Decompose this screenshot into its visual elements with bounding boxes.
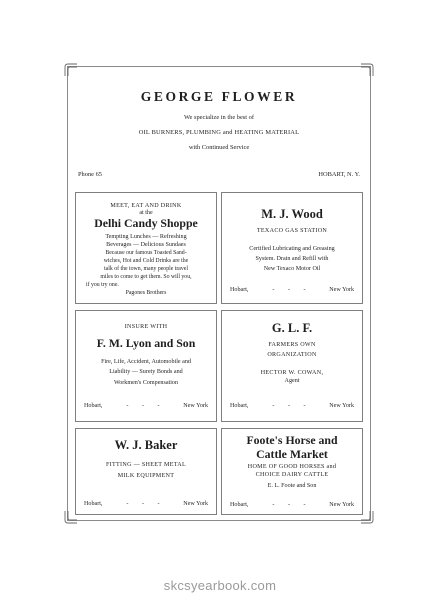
separator: - - - bbox=[272, 502, 312, 508]
ad-text: with Continued Service bbox=[188, 144, 250, 151]
ad-text: if you try one. bbox=[86, 281, 119, 288]
ad-text: Liability — Surety Bonds and bbox=[109, 369, 183, 376]
ad-text: System. Drain and Refill with bbox=[255, 255, 329, 262]
separator: - - - bbox=[126, 501, 166, 507]
ad-text: FITTING — SHEET METAL bbox=[105, 462, 186, 469]
separator: - - - bbox=[272, 403, 312, 409]
ad-text: CHOICE DAIRY CATTLE bbox=[255, 472, 329, 479]
state: New York bbox=[183, 403, 208, 409]
ad-signature: Pagones Brothers bbox=[125, 289, 167, 296]
town: Hobart, bbox=[84, 403, 103, 409]
ad-text: ORGANIZATION bbox=[267, 352, 317, 359]
ad-text: Certified Lubricating and Greasing bbox=[249, 245, 335, 252]
state: New York bbox=[329, 287, 354, 293]
business-name: Cattle Market bbox=[256, 446, 328, 461]
ad-text: TEXACO GAS STATION bbox=[256, 228, 328, 235]
town: Hobart, bbox=[230, 287, 249, 293]
business-name: M. J. Wood bbox=[261, 207, 323, 221]
ad-text: Workmen's Compensation bbox=[113, 379, 179, 386]
watermark: skcsyearbook.com bbox=[163, 578, 277, 593]
footes-horse-cattle-market-ad bbox=[221, 428, 363, 515]
town: Hobart, bbox=[230, 403, 249, 409]
mj-wood-ad bbox=[221, 192, 363, 304]
town: Hobart, bbox=[230, 502, 249, 508]
ad-text: miles to come to get them. So will you, bbox=[100, 273, 192, 280]
business-name: Delhi Candy Shoppe bbox=[94, 216, 198, 231]
ad-text: Fire, Life, Accident, Automobile and bbox=[101, 358, 191, 365]
ad-text: FARMERS OWN bbox=[268, 342, 316, 349]
ad-text: MILK EQUIPMENT bbox=[117, 472, 175, 479]
business-name: G. L. F. bbox=[271, 321, 313, 335]
owner-name: E. L. Foote and Son bbox=[267, 482, 317, 489]
corner-ornament-icon bbox=[360, 63, 374, 77]
town: Hobart, bbox=[84, 501, 103, 507]
glf-ad bbox=[221, 310, 363, 422]
ad-text: wiches, Hot and Cold Drinks are the bbox=[103, 258, 189, 265]
corner-ornament-icon bbox=[64, 63, 78, 77]
business-name: W. J. Baker bbox=[114, 438, 178, 452]
ad-title: GEORGE FLOWER bbox=[140, 89, 298, 104]
location: HOBART, N. Y. bbox=[318, 171, 360, 178]
delhi-candy-shoppe-ad bbox=[75, 192, 217, 304]
separator: - - - bbox=[272, 287, 312, 293]
ad-text: HOME OF GOOD HORSES and bbox=[247, 464, 337, 471]
ad-text: OIL BURNERS, PLUMBING and HEATING MATERIAL bbox=[138, 129, 300, 136]
phone-number: Phone 65 bbox=[78, 171, 102, 178]
state: New York bbox=[329, 502, 354, 508]
george-flower-ad bbox=[68, 89, 370, 151]
separator: - - - bbox=[126, 403, 166, 409]
business-name: F. M. Lyon and Son bbox=[96, 336, 196, 351]
ad-text: at the bbox=[139, 210, 153, 217]
ad-text: MEET, EAT AND DRINK bbox=[110, 203, 182, 209]
state: New York bbox=[329, 403, 354, 409]
agent-role: Agent bbox=[284, 378, 300, 385]
ad-text: We specialize in the best of bbox=[184, 114, 254, 121]
wj-baker-ad bbox=[75, 428, 217, 515]
business-name: Foote's Horse and bbox=[246, 433, 338, 447]
fm-lyon-ad bbox=[75, 310, 217, 422]
ad-text: talk of the town, many people travel bbox=[104, 266, 188, 273]
state: New York bbox=[183, 501, 208, 507]
agent-name: HECTOR W. COWAN, bbox=[260, 369, 324, 376]
ad-text: Because our famous Toasted Sand- bbox=[105, 250, 187, 257]
ad-text: INSURE WITH bbox=[124, 324, 168, 330]
ad-text: New Texaco Motor Oil bbox=[263, 266, 321, 273]
ad-text: Tempting Lunches — Refreshing bbox=[105, 234, 187, 240]
ad-text: Beverages — Delicious Sundaes bbox=[106, 242, 186, 249]
